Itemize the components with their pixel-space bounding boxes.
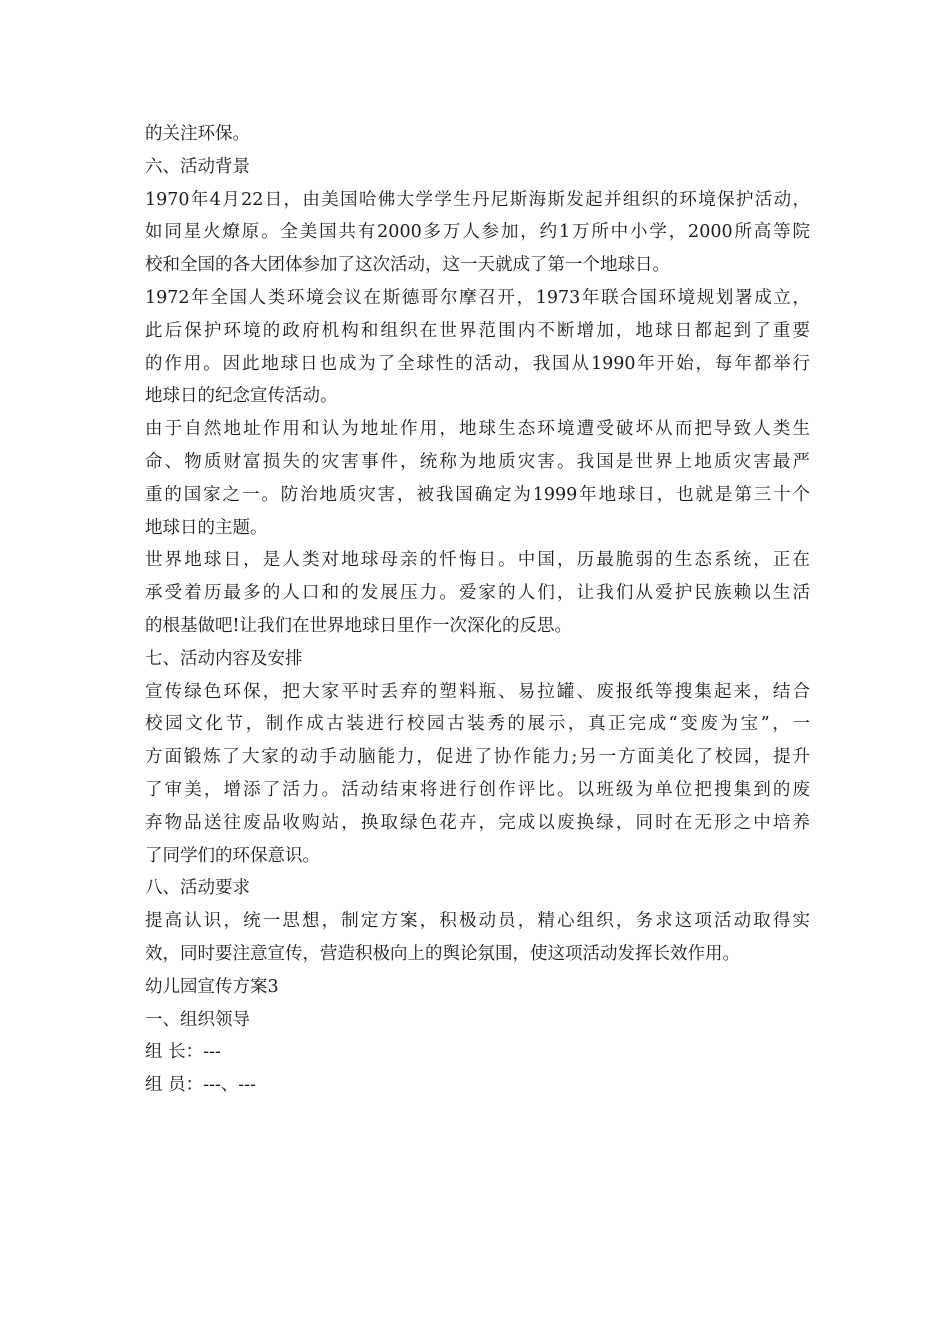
text-line: 此后保护环境的政府机构和组织在世界范围内不断增加，地球日都起到了重要 [145, 320, 810, 341]
text-line: 的作用。因此地球日也成为了全球性的活动，我国从1990年开始，每年都举行 [145, 353, 810, 374]
text-line: 校和全国的各大团体参加了这次活动，这一天就成了第一个地球日。 [145, 255, 670, 276]
text-line: 如同星火燎原。全美国共有2000多万人参加，约1万所中小学，2000所高等院 [145, 222, 810, 243]
text-line: 1972年全国人类环境会议在斯德哥尔摩召开，1973年联合国环境规划署成立， [145, 287, 810, 308]
text-line: 地球日的纪念宣传活动。 [145, 386, 338, 407]
text-line: 了审美，增添了活力。活动结束将进行创作评比。以班级为单位把搜集到的废 [145, 779, 810, 800]
text-line: 地球日的主题。 [145, 517, 268, 538]
text-line: 由于自然地址作用和认为地址作用，地球生态环境遭受破坏从而把导致人类生 [145, 419, 810, 440]
text-line: 组 员：---、--- [145, 1075, 257, 1096]
text-line: 1970年4月22日，由美国哈佛大学学生丹尼斯海斯发起并组织的环境保护活动， [145, 189, 810, 210]
text-line: 了同学们的环保意识。 [145, 845, 320, 866]
text-line: 宣传绿色环保，把大家平时丢弃的塑料瓶、易拉罐、废报纸等搜集起来，结合 [145, 681, 810, 702]
document-body [145, 118, 810, 1102]
text-line: 的根基做吧!让我们在世界地球日里作一次深化的反思。 [145, 615, 573, 636]
text-line: 七、活动内容及安排 [145, 648, 303, 669]
text-line: 幼儿园宣传方案3 [145, 976, 279, 997]
text-line: 八、活动要求 [145, 878, 250, 899]
text-line: 六、活动背景 [145, 156, 250, 177]
text-line: 校园文化节，制作成古装进行校园古装秀的展示，真正完成“变废为宝”，一 [145, 714, 810, 735]
text-line: 提高认识，统一思想，制定方案，积极动员，精心组织，务求这项活动取得实 [145, 911, 810, 932]
text-line: 效，同时要注意宣传，营造积极向上的舆论氛围，使这项活动发挥长效作用。 [145, 943, 740, 964]
text-line: 组 长：--- [145, 1042, 221, 1063]
text-line: 弃物品送往废品收购站，换取绿色花卉，完成以废换绿，同时在无形之中培养 [145, 812, 810, 833]
text-line: 世界地球日，是人类对地球母亲的忏悔日。中国，历最脆弱的生态系统，正在 [145, 550, 810, 571]
text-line: 承受着历最多的人口和的发展压力。爱家的人们，让我们从爱护民族赖以生活 [145, 583, 810, 604]
text-line: 方面锻炼了大家的动手动脑能力，促进了协作能力;另一方面美化了校园，提升 [145, 747, 810, 768]
text-line: 的关注环保。 [145, 124, 250, 144]
text-line: 命、物质财富损失的灾害事件，统称为地质灾害。我国是世界上地质灾害最严 [145, 451, 810, 472]
text-line: 重的国家之一。防治地质灾害，被我国确定为1999年地球日，也就是第三十个 [145, 484, 810, 505]
text-line: 一、组织领导 [145, 1009, 250, 1030]
